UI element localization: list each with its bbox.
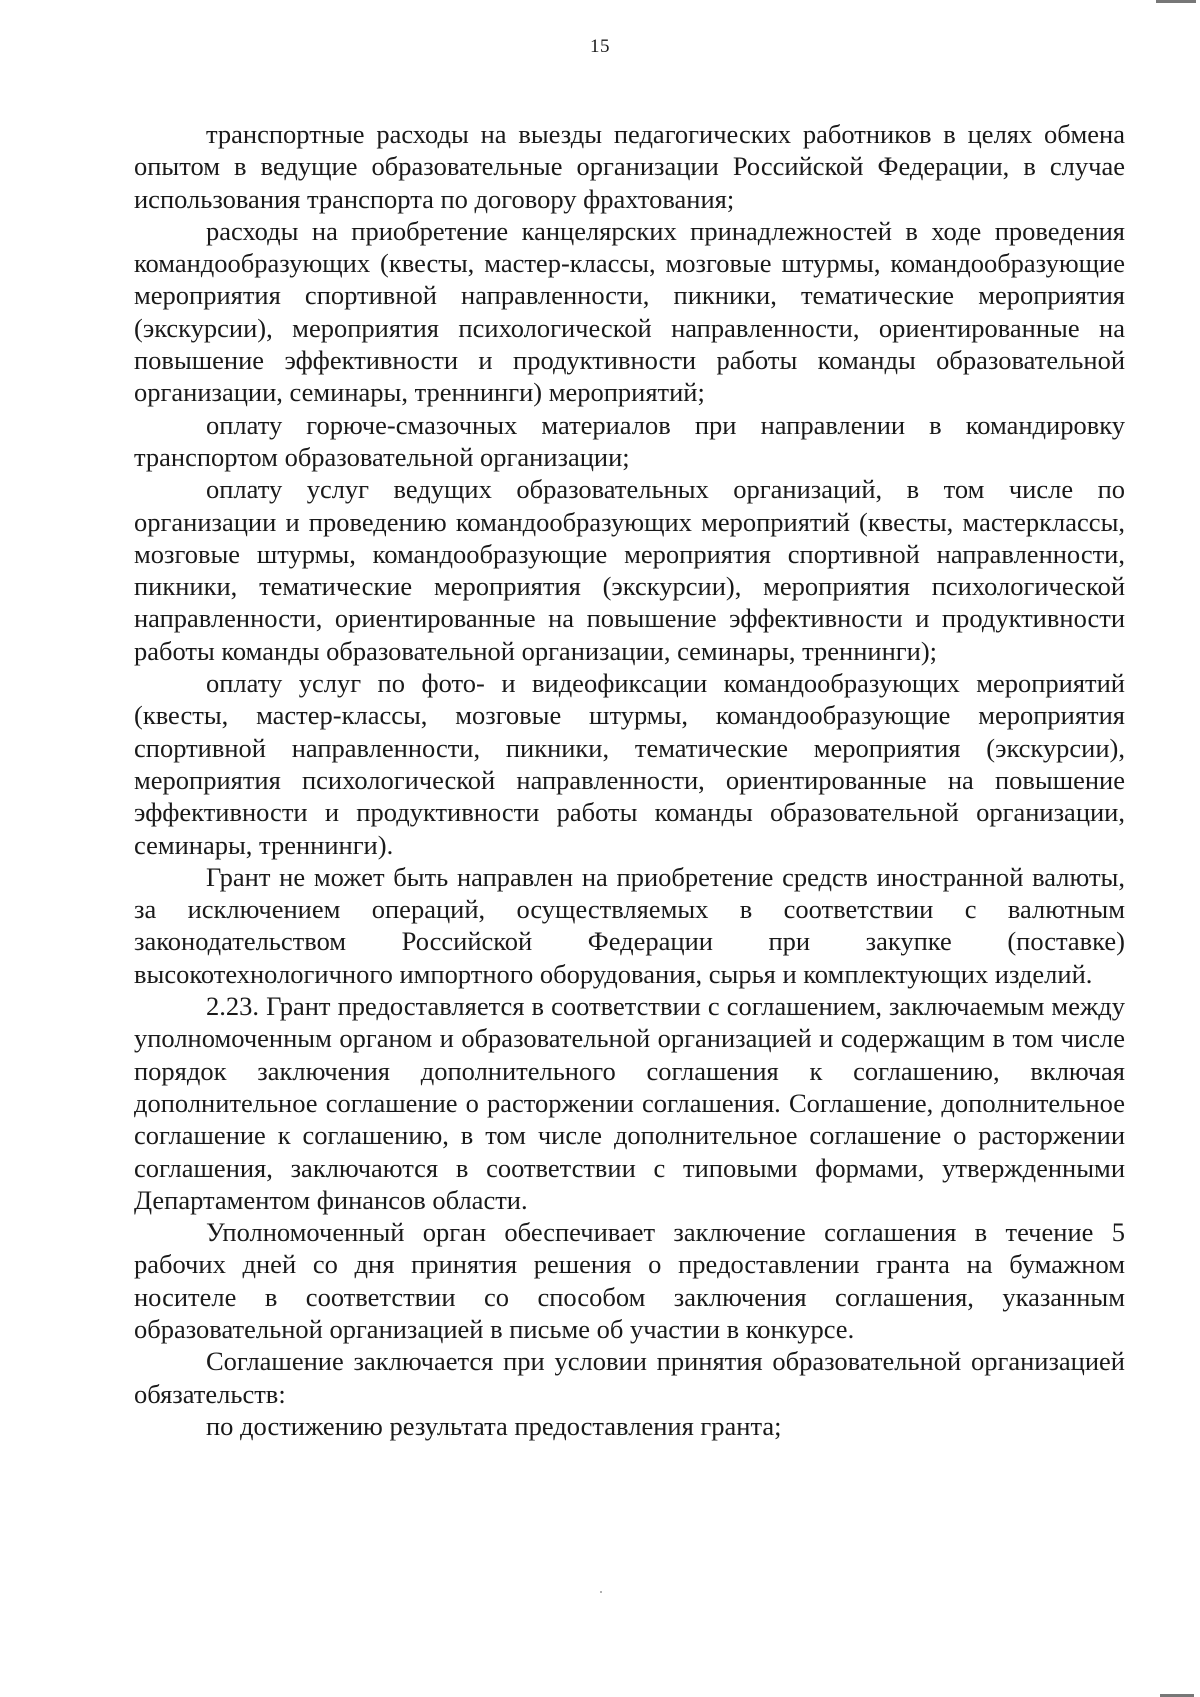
page-number: 15: [590, 36, 610, 57]
paragraph-result-achievement: по достижению результата предоставления гранта;: [206, 1410, 782, 1441]
paragraph-transport-expenses: транспортные расходы на выезды педагогических работников в целях обмена опытом в ведущие образовательные организации Российской Федерации, в случае использования транспорта по договору фрахтования;: [134, 119, 1125, 214]
scan-edge-mark-top: [1156, 0, 1196, 3]
paragraph-stationery-expenses: расходы на приобретение канцелярских принадлежностей в ходе проведения командообразующих (квесты, мастер-классы, мозговые штурмы, командообразующие мероприятия спортивной направленности, пикники, тематические мероприятия (экскурсии), мероприятия психологической направленности, ориентированные на повышение эффективности и продуктивности работы команды образовательной организации, семинары, треннинги) мероприятий;: [134, 215, 1125, 408]
scan-speck: [600, 1591, 602, 1593]
paragraph-fuel-payment: оплату горюче-смазочных материалов при направлении в командировку транспортом образовательной организации;: [134, 409, 1125, 472]
paragraph-photo-video-services: оплату услуг по фото- и видеофиксации командообразующих мероприятий (квесты, мастер-классы, мозговые штурмы, командообразующие мероприятия спортивной направленности, пикники, тематические мероприятия (экскурсии), мероприятия психологической направленности, ориентированные на повышение эффективности и продуктивности работы команды образовательной организации, семинары, треннинги).: [134, 668, 1125, 860]
paragraph-agreement-term: Уполномоченный орган обеспечивает заключение соглашения в течение 5 рабочих дней со дня принятия решения о предоставлении гранта на бумажном носителе в соответствии со способом заключения соглашения, указанным образовательной организацией в письме об участии в конкурсе.: [134, 1217, 1125, 1344]
paragraph-section-2-23: 2.23. Грант предоставляется в соответствии с соглашением, заключаемым между уполномоченным органом и образовательной организацией и содержащим в том числе порядок заключения дополнительного соглашения к соглашению, включая дополнительное соглашение о расторжении соглашения. Соглашение, дополнительное соглашение к соглашению, в том числе дополнительное соглашение о расторжении соглашения, заключаются в соответствии с типовыми формами, утвержденными Департаментом финансов области.: [134, 991, 1125, 1215]
document-body: [134, 118, 1125, 1442]
paragraph-agreement-conditions: Соглашение заключается при условии принятия образовательной организацией обязательств:: [134, 1346, 1125, 1409]
paragraph-foreign-currency-restriction: Грант не может быть направлен на приобретение средств иностранной валюты, за исключением операций, осуществляемых в соответствии с валютным законодательством Российской Федерации при закупке (поставке) высокотехнологичного импортного оборудования, сырья и комплектующих изделий.: [134, 861, 1125, 989]
paragraph-leading-organizations-services: оплату услуг ведущих образовательных организаций, в том числе по организации и проведению командообразующих мероприятий (квесты, мастерклассы, мозговые штурмы, командообразующие мероприятия спортивной направленности, пикники, тематические мероприятия (экскурсии), мероприятия психологической направленности, ориентированные на повышение эффективности и продуктивности работы команды образовательной организации, семинары, треннинги);: [134, 474, 1125, 666]
